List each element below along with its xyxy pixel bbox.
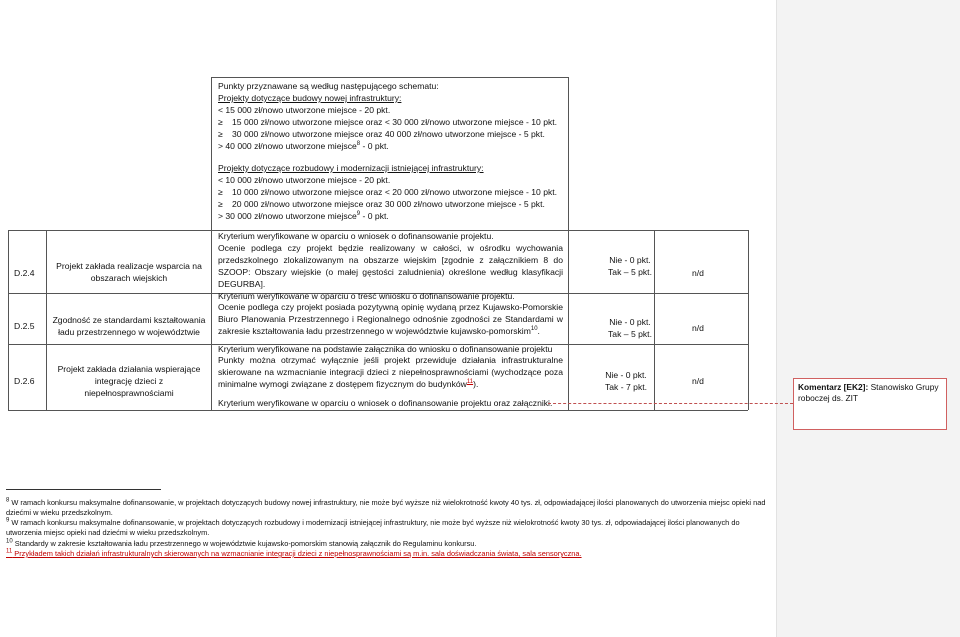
new-infra-line: ≥ 30 000 zł/nowo utworzone miejsce oraz 40 000 zł/nowo utworzone miejsce - 5 pkt. (218, 129, 545, 139)
mod-line: ≥ 20 000 zł/nowo utworzone miejsce oraz 30 000 zł/nowo utworzone miejsce - 5 pkt. (218, 199, 545, 209)
new-infra-heading: Projekty dotyczące budowy nowej infrastruktury: (218, 93, 402, 103)
modernization-heading: Projekty dotyczące rozbudowy i modernizacji istniejącej infrastruktury: (218, 163, 484, 173)
footnote-separator (6, 489, 161, 490)
criterion-description: Ocenie podlega czy projekt będzie realizowany w całości, w ośrodku wychowania przedszkolnego zlokalizowanym na obszarze wiejskim [zgodnie z załącznikiem 8 do SZOOP: Obszary wiejskie (o małej gęstości zaludnienia) określone według klasyfikacji DEGURBA]. (218, 243, 563, 289)
col-line (568, 230, 569, 410)
footnote-ref[interactable]: 9 (356, 211, 361, 218)
table-right-border-top (568, 77, 569, 230)
row-divider (8, 410, 748, 411)
mod-line: ≥ 10 000 zł/nowo utworzone miejsce oraz < 20 000 zł/nowo utworzone miejsce - 10 pkt. (218, 187, 558, 197)
new-infra-line: < 15 000 zł/nowo utworzone miejsce - 20 pkt. (218, 105, 391, 115)
criterion-description: Ocenie podlega czy projekt posiada pozytywną opinię wydaną przez Kujawsko-Pomorskie Biuro Planowania Przestrzennego i Regionalnego odnośnie zgodności ze Standardami w zakresie kształtowania ładu przestrzennego w województwie kujawsko-pomorskim$^{10}$. (218, 302, 563, 336)
footnote-ref[interactable]: 11 (466, 379, 474, 386)
table-left-border-top (211, 77, 212, 230)
criterion-name: Zgodność ze standardami kształtowania ładu przestrzennego w województwie (52, 315, 206, 337)
col-line (8, 230, 9, 410)
footnote-10: $^{10}$ Standardy w zakresie kształtowania ładu przestrzennego w województwie kujawsko-pomorskim stanowią załącznik do Regulaminu konkursu. (6, 538, 477, 548)
ge-symbol: ≥ (218, 129, 223, 139)
footnote-ref[interactable]: 10 (530, 326, 538, 333)
criterion-id: D.2.5 (14, 321, 35, 331)
criterion-description: Punkty można otrzymać wyłącznie jeśli projekt przewiduje działania infrastrukturalne skierowane na wzmacnianie integracji dzieci z niepełnosprawnościami (wychodzące poza minimalne wymogi związane z dostępem fizycznym do budynków$^{11}$). (218, 355, 563, 389)
col-line (46, 230, 47, 410)
not-applicable: n/d (692, 323, 704, 333)
col-line (748, 230, 749, 410)
comment-balloon[interactable] (793, 378, 947, 430)
table-top-border (211, 77, 568, 78)
criterion-id: D.2.6 (14, 376, 35, 386)
mod-line: > 30 000 zł/nowo utworzone miejsce$^9$ - 0 pkt. (218, 211, 389, 221)
not-applicable: n/d (692, 376, 704, 386)
score-no: Nie - 0 pkt. (609, 317, 651, 327)
score-yes: Tak - 7 pkt. (604, 382, 648, 392)
score-yes: Tak – 5 pkt. (608, 329, 652, 339)
ge-symbol: ≥ (218, 199, 223, 209)
comment-text: Stanowisko Grupy roboczej ds. ZIT (798, 382, 939, 403)
comment-connector (548, 403, 793, 405)
criterion-name: Projekt zakłada realizacje wsparcia na obszarach wiejskich (56, 261, 202, 283)
criterion-verification: Kryterium weryfikowane w oparciu o wniosek o dofinansowanie projektu oraz załączniki. (218, 398, 553, 408)
comment-label: Komentarz [EK2]: (798, 382, 869, 392)
ge-symbol: ≥ (218, 117, 223, 127)
footnote-9: $^9$ W ramach konkursu maksymalne dofinansowanie, w projektach dotyczących rozbudowy i modernizacji istniejącej infrastruktury, nie może być wyższe niż wielokrotność kwoty 30 tys. zł, odpowiadającej ilości planowanych do utworzenia miejsc opieki nad dziećmi w wieku przedszkolnym. (6, 517, 740, 537)
criterion-name: Projekt zakłada działania wspierające integrację dzieci z niepełnosprawnościami (57, 364, 201, 398)
score-no: Nie - 0 pkt. (609, 255, 651, 265)
not-applicable: n/d (692, 268, 704, 278)
score-yes: Tak – 5 pkt. (608, 267, 652, 277)
new-infra-line: ≥ 15 000 zł/nowo utworzone miejsce oraz < 30 000 zł/nowo utworzone miejsce - 10 pkt. (218, 117, 558, 127)
comment-margin (776, 0, 960, 637)
footnote-ref[interactable]: 8 (356, 141, 361, 148)
criterion-verification: Kryterium weryfikowane w oparciu o treść wniosku o dofinansowanie projektu. (218, 291, 515, 301)
col-line (211, 230, 212, 410)
verification-note: Kryterium weryfikowane w oparciu o wniosek o dofinansowanie projektu. (218, 231, 494, 241)
footnote-8: $^8$ W ramach konkursu maksymalne dofinansowanie, w projektach dotyczących budowy nowej infrastruktury, nie może być wyższe niż wielokrotność kwoty 40 tys. zł, odpowiadającej ilości planowanych do utworzenia miejsc opieki nad dziećmi w wieku przedszkolnym. (6, 497, 766, 517)
mod-line: < 10 000 zł/nowo utworzone miejsce - 20 pkt. (218, 175, 391, 185)
score-no: Nie - 0 pkt. (605, 370, 647, 380)
new-infra-line: > 40 000 zł/nowo utworzone miejsce$^8$ - 0 pkt. (218, 141, 389, 151)
criterion-verification: Kryterium weryfikowane na podstawie załącznika do wniosku o dofinansowanie projektu (218, 344, 553, 354)
ge-symbol: ≥ (218, 187, 223, 197)
scheme-intro: Punkty przyznawane są według następującego schematu: (218, 81, 439, 91)
criterion-id: D.2.4 (14, 268, 35, 278)
footnote-11[interactable]: $^{11}$ Przykładem takich działań infrastrukturalnych skierowanych na wzmacnianie integracji dzieci z niepełnosprawnościami są m.in. sala doświadczania świata, sala sensoryczna. (6, 548, 582, 558)
